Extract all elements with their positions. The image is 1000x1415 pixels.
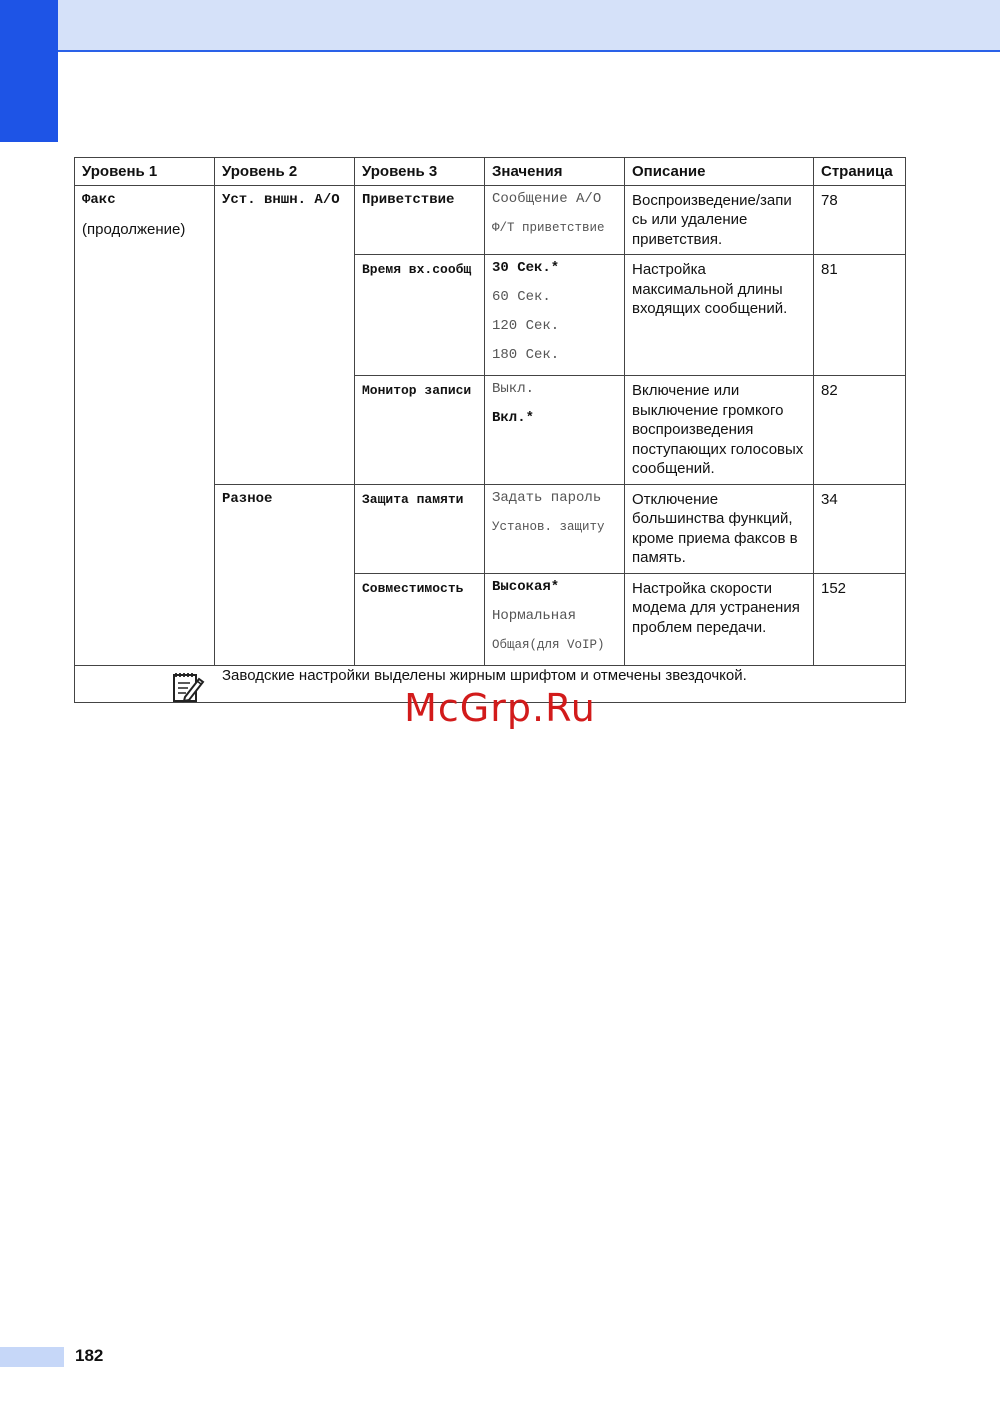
- level3-cell: [355, 573, 485, 665]
- values-cell: [485, 255, 625, 376]
- header-description: Описание: [625, 158, 814, 186]
- level2-cell: [215, 484, 355, 665]
- level3-cell: [355, 376, 485, 485]
- level2-cell: [215, 185, 355, 484]
- description-cell: Настройка скорости модема для устранения проблем передачи.: [625, 573, 814, 665]
- value-option: Нормальная: [492, 607, 577, 624]
- level3-cell: [355, 255, 485, 376]
- level3-name: Монитор записи: [362, 383, 472, 398]
- level3-name: Приветствие: [362, 191, 455, 208]
- header-level1: Уровень 1: [75, 158, 215, 186]
- chapter-tab: [0, 0, 58, 142]
- header-level2: Уровень 2: [215, 158, 355, 186]
- page-cell: 152: [814, 573, 906, 665]
- header-page: Страница: [814, 158, 906, 186]
- level2-name: Уст. вншн. А/О: [222, 191, 340, 208]
- page-cell: 34: [814, 484, 906, 573]
- header-values: Значения: [485, 158, 625, 186]
- header-level3: Уровень 3: [355, 158, 485, 186]
- value-option: 120 Сек.: [492, 318, 560, 334]
- level1-name: Факс: [82, 191, 116, 208]
- value-option: 60 Сек.: [492, 289, 551, 305]
- description-cell: Воспроизведение/запи сь или удаление приветствия.: [625, 185, 814, 255]
- level3-cell: [355, 185, 485, 255]
- level3-name: Время вх.сообщ: [362, 262, 472, 277]
- watermark: McGrp.Ru: [404, 686, 596, 730]
- description-cell: Отключение большинства функций, кроме приема факсов в память.: [625, 484, 814, 573]
- value-option: Сообщение А/О: [492, 190, 602, 207]
- page-cell: 82: [814, 376, 906, 485]
- values-cell: [485, 185, 625, 255]
- page-number-band: [0, 1347, 64, 1367]
- value-option: Ф/Т приветствие: [492, 220, 605, 235]
- value-option-default: 30 Сек.*: [492, 260, 560, 276]
- value-option-default: Высокая*: [492, 578, 560, 595]
- level3-cell: [355, 484, 485, 573]
- header-band: [0, 0, 1000, 52]
- level3-name: Защита памяти: [362, 491, 464, 507]
- value-option: Установ. защиту: [492, 519, 605, 534]
- page-cell: 78: [814, 185, 906, 255]
- page-cell: 81: [814, 255, 906, 376]
- value-option: Общая(для VoIP): [492, 637, 605, 652]
- table-row: [75, 185, 906, 255]
- values-cell: [485, 484, 625, 573]
- page-number: 182: [75, 1346, 104, 1365]
- settings-table: [74, 157, 906, 703]
- level2-name: Разное: [222, 490, 273, 507]
- level1-note: (продолжение): [82, 220, 186, 238]
- value-option-default: Вкл.*: [492, 410, 535, 426]
- description-cell: Включение или выключение громкого воспроизведения поступающих голосовых сообщений.: [625, 376, 814, 485]
- values-cell: [485, 573, 625, 665]
- level1-cell: [75, 185, 215, 665]
- description-cell: Настройка максимальной длины входящих сообщений.: [625, 255, 814, 376]
- note-text: Заводские настройки выделены жирным шрифтом и отмечены звездочкой.: [222, 666, 747, 684]
- table-header-row: [75, 158, 906, 186]
- values-cell: [485, 376, 625, 485]
- value-option: 180 Сек.: [492, 347, 560, 363]
- value-option: Задать пароль: [492, 489, 602, 506]
- value-option: Выкл.: [492, 381, 535, 397]
- level3-name: Совместимость: [362, 580, 464, 596]
